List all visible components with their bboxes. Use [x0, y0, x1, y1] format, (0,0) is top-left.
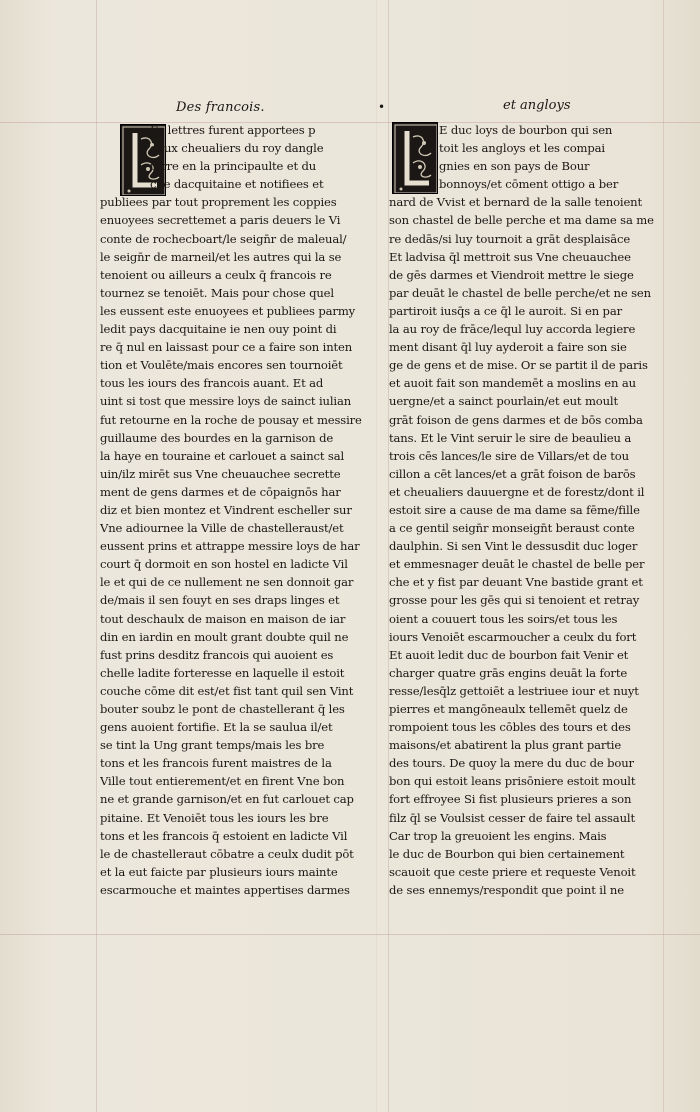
text-line: le seign̄r de marneil/et les autres qui la se	[100, 249, 342, 264]
text-line: fut retourne en la roche de pousay et messire	[100, 412, 362, 427]
text-line: tans. Et le Vint seruir le sire de beaulieu a	[389, 430, 632, 445]
text-line: pitaine. Et Venoiēt tous les iours les bre	[100, 810, 329, 825]
text-line: uergne/et a sainct pourlain/et eut moult	[389, 394, 619, 409]
text-line: toit les angloys et les compai	[439, 141, 605, 156]
running-head-right: et angloys	[503, 98, 571, 113]
text-line: tons et les francois furent maistres de la	[100, 756, 332, 771]
text-line: et cheualiers dauuergne et de forestz/dont il	[389, 484, 645, 499]
text-line: enuoyees secrettemet a paris deuers le Vi	[100, 213, 341, 228]
text-column-right	[389, 121, 661, 899]
text-line: uint si tost que messire loys de sainct iulian	[100, 394, 352, 409]
text-line: tous les iours des francois auant. Et ad	[100, 376, 324, 391]
text-line: re dedās/si luy tournoit a grāt desplaisāce	[389, 231, 631, 246]
text-line: de/mais il sen fouyt en ses draps linges et	[100, 593, 340, 608]
text-line: terre en la principaulte et du	[150, 159, 317, 174]
text-line: partiroit iusq̄s a ce q̄l le auroit. Si en par	[389, 303, 622, 318]
text-line: le et qui de ce nullement ne sen donnoit gar	[100, 575, 354, 590]
text-line: publiees par tout proprement les coppies	[100, 195, 337, 210]
text-line: de gēs darmes et Viendroit mettre le siege	[389, 267, 634, 282]
text-line: court q̄ dormoit en son hostel en ladicte Vil	[100, 557, 348, 572]
text-line: ment de gens darmes et de cōpaignōs har	[100, 484, 341, 499]
text-line: bouter soubz le pont de chastellerant q̄ les	[100, 702, 345, 716]
text-line: cillon a cēt lances/et a grāt foison de barōs	[389, 466, 636, 481]
text-line: tournez se tenoiēt. Mais pour chose quel	[100, 285, 334, 300]
text-line: conte de rochecboart/le seign̄r de maleual/	[100, 231, 347, 246]
text-line: tout deschaulx de maison en maison de iar	[100, 611, 346, 626]
text-line: de ses ennemys/respondit que point il ne	[389, 882, 624, 897]
text-line: couche cōme dit est/et fist tant quil sen Vint	[100, 683, 354, 698]
text-line: et emmesnager deuāt le chastel de belle per	[389, 557, 645, 572]
text-line: fort effroyee Si fist plusieurs prieres a son	[389, 792, 632, 807]
text-line: trois cēs lances/le sire de Villars/et de tou	[389, 448, 629, 463]
text-line: ne et grande garnison/et en fut carlouet cap	[100, 792, 354, 807]
text-line: Et ladvisa q̄l mettroit sus Vne cheuauchee	[389, 249, 631, 264]
running-head-mark: •	[378, 100, 386, 114]
text-line: gnies en son pays de Bour	[439, 159, 590, 174]
text-line: les eussent este enuoyees et publiees parmy	[100, 303, 356, 318]
text-column-left	[100, 121, 374, 899]
text-line: le de chastelleraut cōbatre a ceulx dudit pōt	[100, 846, 354, 861]
text-line: gens auoient fortifie. Et la se saulua il/et	[100, 720, 333, 735]
text-line: bon qui estoit leans prisōniere estoit moult	[389, 774, 636, 789]
text-line: che dacquitaine et notifiees et	[150, 177, 324, 192]
text-line: ment disant q̄l luy ayderoit a faire son sie	[389, 340, 627, 355]
text-line: nard de Vvist et bernard de la salle tenoient	[389, 195, 642, 210]
text-line: charger quatre grās engins deuāt la forte	[389, 665, 628, 680]
text-line: le duc de Bourbon qui bien certainement	[389, 846, 625, 861]
text-line: bonnoys/et cōment ottigo a ber	[439, 177, 619, 192]
text-line: grosse pour les gēs qui si tenoient et retray	[389, 593, 640, 608]
text-line: Et auoit ledit duc de bourbon fait Venir et	[389, 647, 629, 662]
page-rule-left	[96, 0, 97, 1112]
text-line: son chastel de belle perche et ma dame sa me	[389, 213, 654, 228]
text-line: guillaume des bourdes en la garnison de	[100, 430, 334, 445]
text-line: la haye en touraine et carlouet a sainct sal	[100, 448, 345, 463]
text-line: oient a couuert tous les soirs/et tous les	[389, 611, 618, 626]
text-line: iours Venoiēt escarmoucher a ceulx du fort	[389, 629, 637, 644]
text-line: des tours. De quoy la mere du duc de bour	[389, 756, 634, 771]
text-line: maisons/et abatirent la plus grant partie	[389, 738, 622, 753]
text-line: E duc loys de bourbon qui sen	[439, 123, 613, 137]
text-line: diz et bien montez et Vindrent escheller sur	[100, 502, 352, 517]
text-line: deux cheualiers du roy dangle	[150, 141, 324, 156]
text-line: che et y fist par deuant Vne bastide grant et	[389, 575, 643, 590]
text-line: chelle ladite forteresse en laquelle il estoit	[100, 665, 345, 680]
text-line: Vne adiournee la Ville de chastelleraust/et	[100, 521, 344, 536]
text-line: fust prins desditz francois qui auoient es	[100, 647, 334, 662]
text-line: re q̄ nul en laissast pour ce a faire son inten	[100, 340, 353, 355]
text-line: se tint la Ung grant temps/mais les bre	[100, 738, 325, 753]
text-line: a ce gentil seign̄r monseign̄t beraust conte	[389, 521, 635, 536]
text-line: resse/lesq̄lz gettoiēt a lestriuee iour et nuyt	[389, 683, 639, 698]
text-line: eussent prins et attrappe messire loys de har	[100, 539, 360, 554]
page-rule-bottom	[0, 934, 700, 935]
text-line: par deuāt le chastel de belle perche/et ne sen	[389, 285, 651, 300]
text-line: din en iardin en moult grant doubte quil ne	[100, 629, 349, 644]
text-line: Car trop la greuoient les engins. Mais	[389, 828, 607, 843]
text-line: et la eut faicte par plusieurs iours mainte	[100, 864, 338, 879]
text-line: Es lettres furent apportees p	[150, 123, 316, 137]
text-line: escarmouche et maintes appertises darmes	[100, 882, 350, 897]
page-rule-right	[663, 0, 664, 1112]
text-line: scauoit que ceste priere et requeste Venoit	[389, 864, 636, 879]
text-line: ge de gens et de mise. Or se partit il de paris	[389, 358, 648, 373]
text-line: uin/ilz mirēt sus Vne cheuauchee secrette	[100, 466, 341, 481]
text-line: la au roy de frāce/lequl luy accorda legiere	[389, 322, 636, 337]
text-line: filz q̄l se Voulsist cesser de faire tel assault	[389, 810, 635, 825]
text-line: pierres et mangōneaulx tellemēt quelz de	[389, 702, 628, 716]
page-rule-center	[376, 0, 377, 1112]
text-line: ledit pays dacquitaine ie nen ouy point di	[100, 322, 337, 337]
text-line: daulphin. Si sen Vint le dessusdit duc loger	[389, 539, 638, 554]
text-line: Ville tout entierement/et en firent Vne bon	[100, 774, 345, 789]
text-line: grāt foison de gens darmes et de bōs comba	[389, 412, 643, 427]
text-line: tenoient ou ailleurs a ceulx q̄ francois re	[100, 267, 332, 282]
running-head-left: Des francois.	[176, 100, 265, 115]
text-line: tion et Voulēte/mais encores sen tournoiēt	[100, 358, 343, 373]
text-line: tons et les francois q̄ estoient en ladicte Vil	[100, 828, 348, 843]
text-line: rompoient tous les cōbles des tours et des	[389, 720, 631, 735]
text-line: et auoit fait son mandemēt a moslins en au	[389, 376, 636, 391]
text-line: estoit sire a cause de ma dame sa fēme/fille	[389, 502, 640, 517]
